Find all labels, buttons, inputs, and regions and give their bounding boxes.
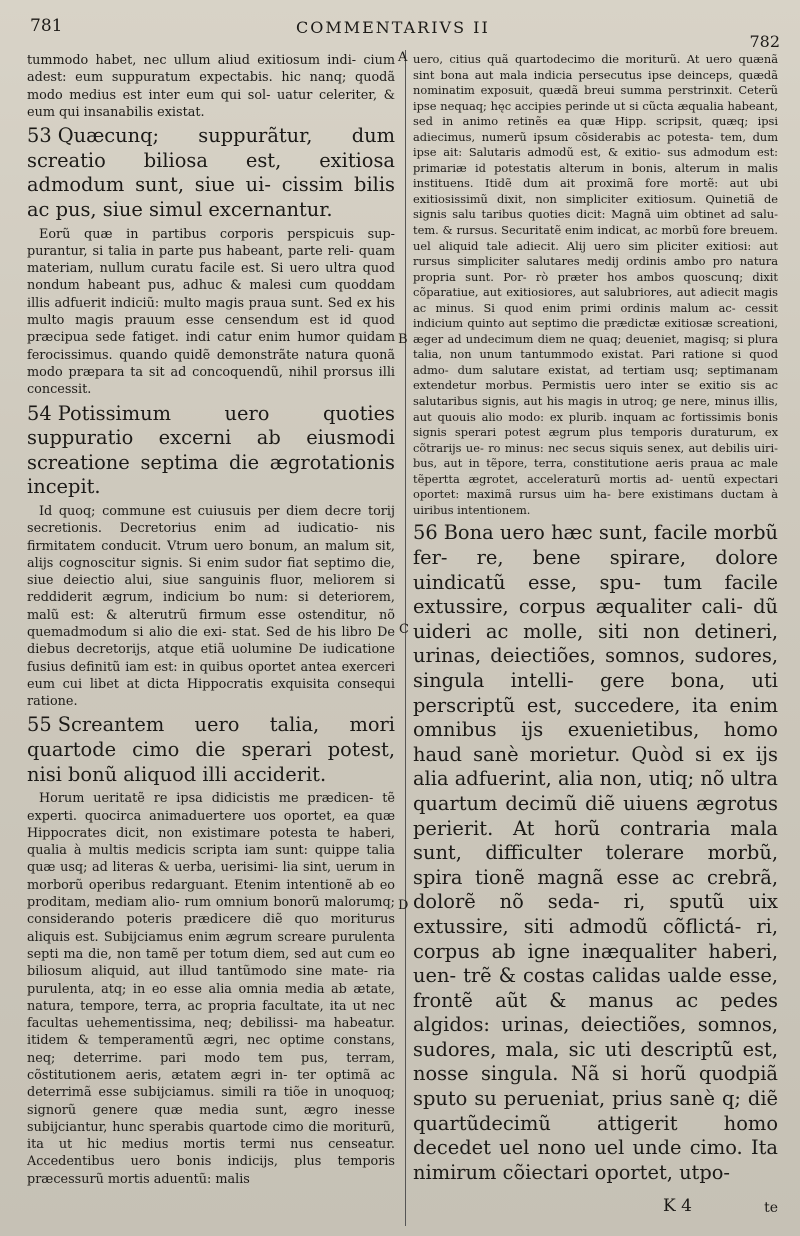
page-header — [0, 12, 800, 51]
running-head: COMMENTARIVS II — [296, 18, 490, 37]
commentary-paragraph: Id quoq; commune est cuiusuis per diem decre torij secretionis. Decretorius enim ad iudicatio- nis firmitatem conducit. Vtrum uero bonum, an malum sit, alijs cognoscitur signis. Si enim sudor fiat septimo die, siue deiectio alui, siue sanguinis fluor, meliorem si reddiderit ægrum, indicium bo num: si deteriorem, malũ est: & alterutrũ firmum esse ostenditur, nõ quemadmodum si alio die exi- stat. Sed de his libro De diebus decretorijs, atque etiã uolumine De iudicatione fusius definitũ iam est: in quibus oportet antea exerceri eum cui libet at dicta Hippocratis exquisita consequi ratione. — [27, 503, 395, 710]
left-column — [27, 52, 395, 1188]
aphorism-heading — [27, 124, 395, 222]
margin-letter-d: D — [398, 898, 409, 913]
aphorism-text: Bona uero hæc sunt, facile morbũ fer- re, bene spirare, dolore uindicatũ esse, spu- tum facile extussire, corpus æqualiter cali- dũ uideri ac molle, siti non detineri, urinas, deiectiões, somnos, sudores, singula intelli- gere bona, uti perscriptũ est, succedere, ita enim omnibus ijs exuenietibus, homo haud sanè morietur. Quòd si ex ijs alia adfuerint, alia non, utiq; nõ ultra quartum decimũ diẽ uiuens ægrotus perierit. At horũ contraria mala sunt, difficulter tolerare morbũ, spira tionẽ magnã esse ac crebrã, dolorẽ nõ seda- ri, sputũ uix extussire, siti admodũ cõflictá- ri, corpus ab igne inæqualiter haberi, uen- trẽ & costas calidas ualde esse, frontẽ aũt & manus ac pedes algidos: urinas, deiectiões, somnos, sudores, mala, sic uti descriptũ est, nosse singula. Nã si horũ quodpiã sputo su perueniat, prius sanè q; diẽ quartũdecimũ attigerit homo decedet uel nono uel unde cimo. Ita nimirum cõiectari oportet, utpo- — [413, 521, 778, 1184]
commentary-paragraph: tummodo habet, nec ullum aliud exitiosum indi- cium adest: eum suppuratum expectabis. hic nanq; quodã modo medius est inter eum qui sol- uatur celeriter, & eum qui insanabilis existat. — [27, 53, 395, 120]
aphorism-text: Potissimum uero quoties suppuratio excerni ab eiusmodi screatione septima die ægrotationis incepit. — [27, 401, 395, 499]
aphorism-text: Quæcunq; suppurãtur, dum screatio biliosa est, exitiosa admodum sunt, siue ui- cissim bilis ac pus, siue simul excernantur. — [27, 124, 395, 221]
catchword: te — [764, 1200, 778, 1216]
margin-letter-b: B — [398, 332, 408, 347]
aphorism-heading — [27, 402, 395, 500]
column-divider — [405, 50, 406, 1226]
aphorism-number: 55 — [27, 713, 52, 737]
aphorism-text: Screantem uero talia, mori quartode cimo die sperari potest, nisi bonũ aliquod illi acciderit. — [27, 713, 395, 786]
aphorism-heading — [413, 521, 778, 1185]
signature-mark: K 4 — [663, 1196, 692, 1216]
commentary-paragraph: uero, citius quã quartodecimo die moriturũ. At uero quænã sint bona aut mala indicia persecutus ipse deinceps, quædã nominatim exposuit, quædã breui summa perstrinxit. Ceterũ ipse nequaq; hęc accipies perinde ut si cũcta æqualia habeant, sed in animo retinẽs ea quæ Hipp. scripsit, quæq; ipsi adiecimus, numerũ ipsum cõsiderabis ac potesta- tem, dum ipse ait: Salutaris admodũ est, & exitio- sus admodum est: primariæ id potestatis alterum in bonis, alterum in malis instituens. Itidẽ dum ait proximã fore mortẽ: aut ubi exitiosissimũ dixit, non simpliciter exitiosum. Quinetiã de signis salu taribus quoties dicit: Magnã uim obtinet ad salu- tem. & rursus. Securitatẽ enim indicat, ac morbũ fore breuem. uel aliquid tale adiecit. Alij uero sim pliciter exitiosi: aut rursus simpliciter salutares medij ordinis ambo pro natura propria sunt. Por- rò præter hos ambos quoscunq; dixit cõparatiue, aut exitiosiores, aut salubriores, aut adiecit magis ac minus. Si quod enim primi ordinis malum ac- cessit indicium quinto aut septimo die prædictæ exitiosæ screationi, æger ad undecimum diem ne quaq; deueniet, magisq; si plura talia, non unum tantummodo existat. Pari ratione si quod admo- dum salutare existat, ad tertiam usq; septimanam extendetur morbus. Permistis uero inter se exitio sis ac salutaribus signis, aut his magis in utroq; ge nere, minus illis, aut quouis alio modo: ex plurib. inquam ac fortissimis bonis signis sperari potest ægrum plus temporis duraturum, ex cõtrarijs ue- ro minus: nec secus siquis senex, aut debilis uiri- bus, aut in tẽpore, terra, constitutione aeris praua ac male tẽpertta ægrotet, acceleraturũ mortis ad- uentũ expectari oportet: maximã rursus uim ha- bere existimans ductam à uiribus intentionem. — [413, 52, 778, 517]
right-column — [413, 52, 778, 1188]
margin-letter-c: C — [399, 622, 409, 637]
aphorism-number: 54 — [27, 401, 52, 425]
commentary-paragraph: Eorũ quæ in partibus corporis perspicuis sup- purantur, si talia in parte pus habeant, parte reli- quam materiam, nullum curatu facile est. Si uero ultra quod nondum habeant pus, adhuc & malesi cum quoddam illis adfuerit indiciũ: multo magis praua sunt. Sed ex his multo magis prauum esse censendum est id quod præcipua sede fatiget. indi catur enim humor quidam ferocissimus. quando quidẽ demonstrãte natura quonã modo præpara ta sit ad concoquendũ, nihil prorsus illi concessit. — [27, 226, 395, 398]
aphorism-number: 56 — [413, 521, 438, 545]
aphorism-number: 53 — [27, 124, 52, 148]
margin-letter-a: A — [398, 50, 408, 65]
aphorism-heading — [27, 713, 395, 787]
page-footer — [413, 1196, 778, 1218]
page-number-right: 782 — [749, 32, 780, 51]
commentary-paragraph: Horum ueritatẽ re ipsa didicistis me prædicen- tẽ experti. quocirca animaduertere uos oportet, ea quæ Hippocrates dicit, non existimare potesta te haberi, qualia à multis medicis scripta iam sunt: quippe talia quæ usq; ad literas & uerba, uerisimi- lia sint, uerum in morborũ operibus redarguant. Etenim intentionẽ ab eo proditam, mediam alio- rum omnium bonorũ malorumq; considerando poteris prædicere diẽ quo moriturus aliquis est. Subijciamus enim ægrum screare purulenta septi ma die, non tamẽ per totum diem, sed aut cum eo biliosum aliquid, aut illud tantũmodo sine mate- ria purulenta, atq; in eo esse alia omnia media ab ætate, natura, tempore, terra, ac propria facultate, ita ut nec facultas uehementissima, neq; debilissi- ma habeatur. itidem & temperamentũ ægri, nec optime constans, neq; deterrime. pari modo tem pus, terram, cõstitutionem aeris, ætatem ægri in- ter optimã ac deterrimã esse subijciamus. simili ra tiõe in unoquoq; signorũ genere quæ media sunt, ægro inesse subijciantur, hunc sperabis quartode cimo die moriturũ, ita ut hic medius mortis termi nus censeatur. Accedentibus uero bonis indicijs, plus temporis præcessurũ mortis aduentũ: malis — [27, 791, 395, 1187]
page-number-left: 781 — [30, 16, 63, 36]
